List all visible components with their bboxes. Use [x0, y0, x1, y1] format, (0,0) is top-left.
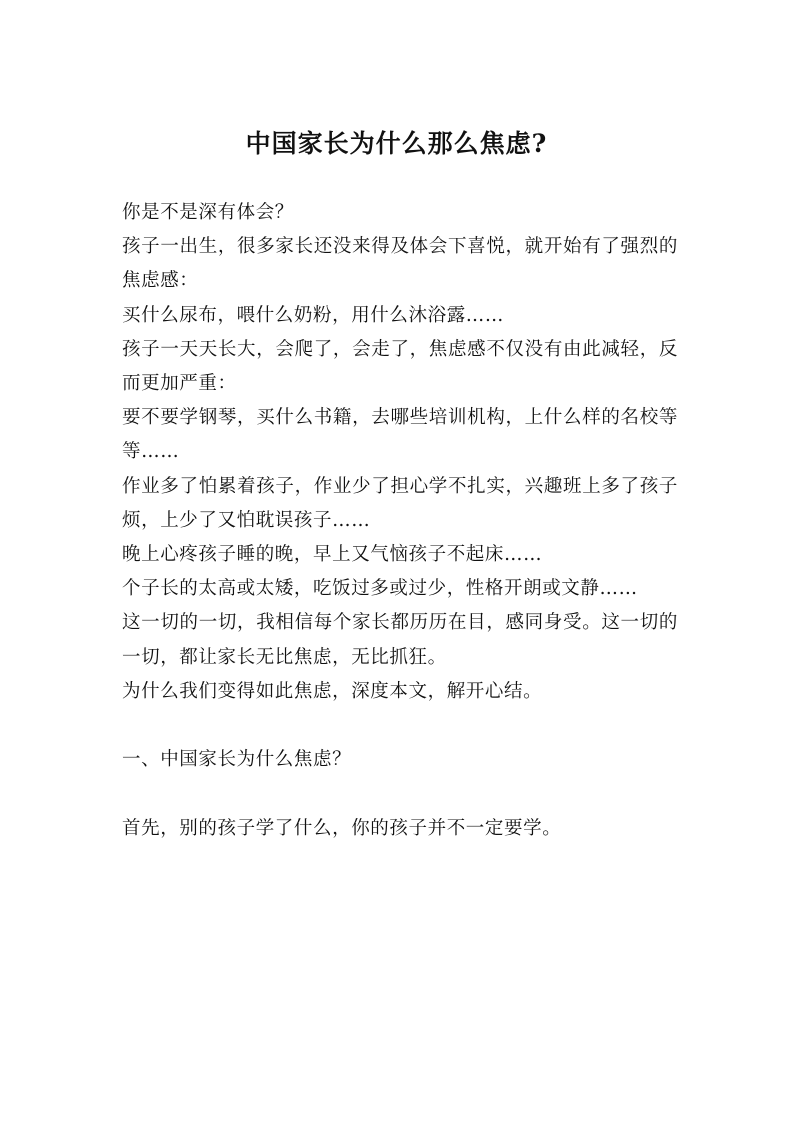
paragraph: 孩子一天天长大，会爬了，会走了，焦虑感不仅没有由此减轻，反而更加严重： [122, 338, 678, 395]
paragraph: 孩子一出生，很多家长还没来得及体会下喜悦，就开始有了强烈的焦虑感： [122, 236, 678, 292]
paragraph: 要不要学钢琴，买什么书籍，去哪些培训机构，上什么样的名校等等…… [122, 407, 678, 463]
paragraph: 作业多了怕累着孩子，作业少了担心学不扎实，兴趣班上多了孩子烦，上少了又怕耽误孩子…… [122, 475, 678, 531]
document-title: 中国家长为什么那么焦虑? [245, 129, 548, 158]
document-body [122, 196, 678, 846]
paragraph: 你是不是深有体会？ [122, 202, 294, 223]
paragraph: 为什么我们变得如此焦虑，深度本文，解开心结。 [122, 680, 543, 702]
paragraph: 买什么尿布，喂什么奶粉，用什么沐浴露…… [122, 304, 505, 326]
paragraph: 这一切的一切，我相信每个家长都历历在目，感同身受。这一切的一切，都让家长无比焦虑，无比抓狂。 [122, 612, 678, 668]
section-paragraph: 首先，别的孩子学了什么，你的孩子并不一定要学。 [122, 817, 562, 839]
blank-line [122, 709, 678, 743]
blank-line [122, 777, 678, 811]
section-heading: 一、中国家长为什么焦虑？ [122, 749, 352, 771]
paragraph: 个子长的太高或太矮，吃饭过多或过少，性格开朗或文静…… [122, 578, 638, 600]
paragraph: 晚上心疼孩子睡的晚，早上又气恼孩子不起床…… [122, 544, 543, 566]
